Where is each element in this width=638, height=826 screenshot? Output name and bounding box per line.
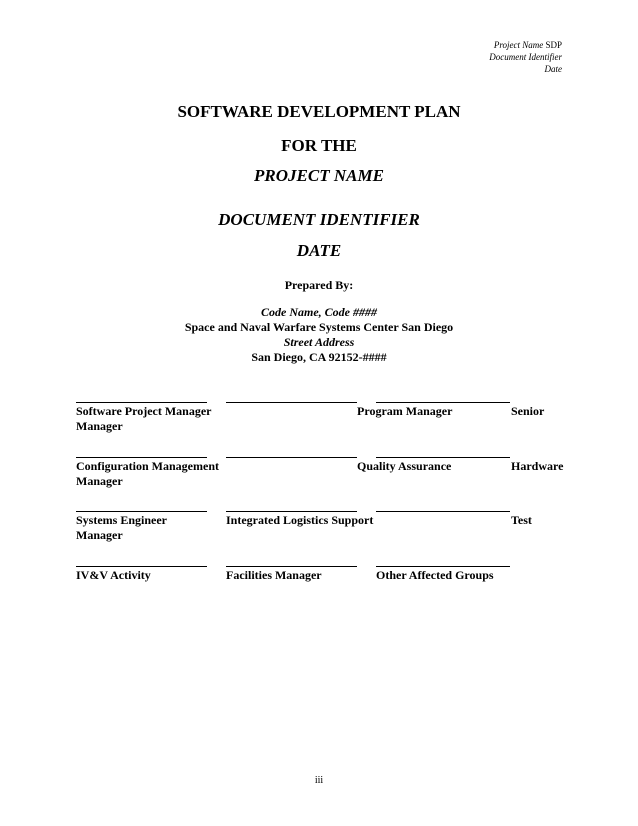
signature-line — [226, 566, 357, 567]
signature-software-project-manager: Software Project Manager — [76, 404, 212, 418]
signature-line — [76, 457, 207, 458]
signature-line — [376, 457, 510, 458]
header-sdp: SDP — [545, 40, 562, 50]
signature-line — [76, 566, 207, 567]
prepared-by-code: Code Name, Code #### — [261, 305, 377, 319]
signature-systems-engineer: Systems Engineer — [76, 513, 167, 527]
header-document-identifier: Document Identifier — [489, 52, 562, 62]
signature-hardware: Hardware — [511, 459, 564, 473]
prepared-by-address — [0, 305, 638, 365]
signature-line — [376, 402, 510, 403]
signature-line — [226, 511, 357, 512]
signature-line — [76, 402, 207, 403]
prepared-by-street: Street Address — [283, 335, 355, 349]
title-date: DATE — [296, 241, 342, 260]
signature-line — [376, 566, 510, 567]
title-project-name: PROJECT NAME — [254, 166, 384, 185]
signature-program-manager: Program Manager — [357, 404, 453, 418]
signature-senior: Senior — [511, 404, 545, 418]
signature-line — [226, 457, 357, 458]
prepared-by-label: Prepared By: — [284, 278, 354, 292]
signature-manager-row2: Manager — [76, 474, 123, 488]
signature-test: Test — [511, 513, 532, 527]
prepared-by-org: Space and Naval Warfare Systems Center San Diego — [184, 320, 454, 334]
signature-other-affected-groups: Other Affected Groups — [376, 568, 494, 582]
page-number: iii — [314, 775, 324, 786]
signature-line — [76, 511, 207, 512]
header-project-name: Project Name — [493, 40, 544, 50]
signature-facilities-manager: Facilities Manager — [226, 568, 322, 582]
signature-integrated-logistics-support: Integrated Logistics Support — [226, 513, 374, 527]
title-line-2: FOR THE — [281, 136, 357, 155]
signature-configuration-management: Configuration Management — [76, 459, 219, 473]
signature-manager-row3: Manager — [76, 528, 123, 542]
signature-quality-assurance: Quality Assurance — [357, 459, 452, 473]
prepared-by-city: San Diego, CA 92152-#### — [251, 350, 387, 364]
title-document-identifier: DOCUMENT IDENTIFIER — [218, 210, 420, 229]
header-date: Date — [544, 64, 562, 74]
signature-ivv-activity: IV&V Activity — [76, 568, 151, 582]
signature-line — [226, 402, 357, 403]
signature-line — [376, 511, 510, 512]
title-line-1: SOFTWARE DEVELOPMENT PLAN — [177, 102, 461, 121]
page-header — [489, 39, 562, 75]
signature-manager-row1: Manager — [76, 419, 123, 433]
header-line-1 — [489, 39, 562, 51]
